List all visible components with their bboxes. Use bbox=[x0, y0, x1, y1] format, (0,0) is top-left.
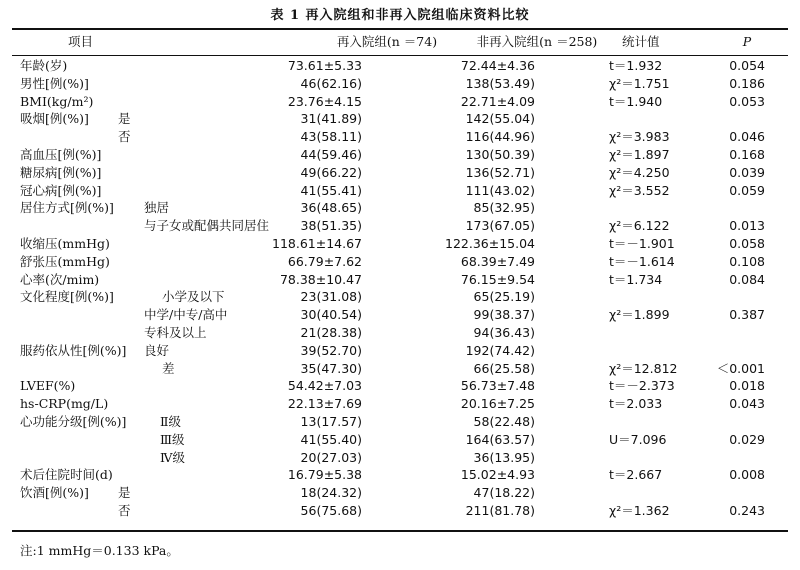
row-p-value: 0.084 bbox=[729, 271, 765, 287]
row-readmit-value: 41(55.40) bbox=[300, 431, 362, 447]
row-statistic: t＝－2.373 bbox=[609, 378, 675, 394]
table-row bbox=[12, 431, 788, 449]
table-row bbox=[12, 75, 788, 93]
row-readmit-value: 66.79±7.62 bbox=[287, 253, 362, 269]
row-readmit-value: 16.79±5.38 bbox=[287, 467, 362, 483]
row-readmit-value: 38(51.35) bbox=[300, 218, 362, 234]
row-subitem: 良好 bbox=[144, 342, 170, 358]
row-statistic: U＝7.096 bbox=[609, 431, 667, 447]
row-statistic: χ²＝3.983 bbox=[609, 129, 670, 145]
table-row bbox=[12, 502, 788, 520]
row-statistic: t＝2.033 bbox=[609, 396, 663, 412]
row-p-value: ＜0.001 bbox=[716, 360, 765, 376]
row-readmit-value: 46(62.16) bbox=[300, 75, 362, 91]
row-item: 文化程度[例(%)] bbox=[20, 289, 114, 305]
row-non-readmit-value: 15.02±4.93 bbox=[460, 467, 535, 483]
row-readmit-value: 23.76±4.15 bbox=[287, 93, 362, 109]
row-statistic: t＝1.940 bbox=[609, 93, 663, 109]
row-subitem: 小学及以下 bbox=[162, 289, 225, 305]
row-non-readmit-value: 36(13.95) bbox=[473, 449, 535, 465]
row-item: 心功能分级[例(%)] bbox=[20, 414, 127, 429]
row-readmit-value: 35(47.30) bbox=[300, 360, 362, 376]
row-subitem: 独居 bbox=[144, 200, 170, 216]
header-rule bbox=[12, 55, 788, 56]
row-non-readmit-value: 122.36±15.04 bbox=[445, 236, 535, 251]
row-readmit-value: 78.38±10.47 bbox=[279, 271, 362, 287]
row-item: 术后住院时间(d) bbox=[20, 467, 113, 483]
row-statistic: χ²＝1.899 bbox=[609, 307, 670, 323]
row-non-readmit-value: 20.16±7.25 bbox=[460, 396, 535, 412]
row-statistic: t＝2.667 bbox=[609, 467, 663, 483]
row-item: 收缩压(mmHg) bbox=[20, 236, 110, 251]
row-readmit-value: 31(41.89) bbox=[300, 111, 362, 127]
row-subitem: 差 bbox=[162, 360, 175, 376]
table-row bbox=[12, 306, 788, 324]
table-row bbox=[12, 110, 788, 128]
row-statistic: χ²＝1.897 bbox=[609, 147, 670, 162]
table-row bbox=[12, 182, 788, 200]
row-readmit-value: 54.42±7.03 bbox=[287, 378, 362, 394]
row-subitem: Ⅱ级 bbox=[160, 414, 181, 429]
row-item: LVEF(%) bbox=[20, 378, 76, 394]
row-p-value: 0.058 bbox=[729, 236, 765, 251]
row-readmit-value: 21(28.38) bbox=[300, 325, 362, 340]
table-row bbox=[12, 466, 788, 484]
row-item: 居住方式[例(%)] bbox=[20, 200, 114, 216]
row-p-value: 0.018 bbox=[729, 378, 765, 394]
row-item: 舒张压(mmHg) bbox=[20, 253, 110, 269]
row-p-value: 0.243 bbox=[729, 503, 765, 518]
row-subitem: 否 bbox=[118, 503, 131, 518]
row-p-value: 0.053 bbox=[729, 93, 765, 109]
table-row bbox=[12, 449, 788, 467]
row-non-readmit-value: 130(50.39) bbox=[465, 147, 535, 162]
row-non-readmit-value: 164(63.57) bbox=[465, 431, 535, 447]
row-statistic: χ²＝1.751 bbox=[609, 75, 670, 91]
row-non-readmit-value: 94(36.43) bbox=[473, 325, 535, 340]
row-p-value: 0.013 bbox=[729, 218, 765, 234]
row-readmit-value: 41(55.41) bbox=[300, 182, 362, 198]
table-row bbox=[12, 324, 788, 342]
row-non-readmit-value: 192(74.42) bbox=[465, 342, 535, 358]
row-statistic: χ²＝6.122 bbox=[609, 218, 670, 234]
row-subitem: 中学/中专/高中 bbox=[144, 307, 228, 323]
row-p-value: 0.186 bbox=[729, 75, 765, 91]
row-non-readmit-value: 66(25.58) bbox=[473, 360, 535, 376]
row-readmit-value: 30(40.54) bbox=[300, 307, 362, 323]
row-p-value: 0.108 bbox=[729, 253, 765, 269]
table-row bbox=[12, 199, 788, 217]
row-item: 糖尿病[例(%)] bbox=[20, 164, 102, 180]
row-subitem: Ⅳ级 bbox=[160, 449, 185, 465]
row-non-readmit-value: 116(44.96) bbox=[465, 129, 535, 145]
table-row bbox=[12, 413, 788, 431]
row-subitem: 否 bbox=[118, 129, 131, 145]
row-non-readmit-value: 47(18.22) bbox=[473, 485, 535, 501]
row-non-readmit-value: 99(38.37) bbox=[473, 307, 535, 323]
table-row bbox=[12, 253, 788, 271]
header-p: P bbox=[742, 34, 752, 49]
table-row bbox=[12, 342, 788, 360]
row-readmit-value: 22.13±7.69 bbox=[287, 396, 362, 412]
table-row bbox=[12, 395, 788, 413]
row-readmit-value: 39(52.70) bbox=[300, 342, 362, 358]
table-header bbox=[12, 33, 788, 51]
table-row bbox=[12, 146, 788, 164]
row-non-readmit-value: 173(67.05) bbox=[465, 218, 535, 234]
header-item: 项目 bbox=[68, 34, 94, 49]
row-readmit-value: 18(24.32) bbox=[300, 485, 362, 501]
row-subitem: 是 bbox=[118, 111, 131, 127]
row-non-readmit-value: 72.44±4.36 bbox=[460, 58, 535, 73]
table-row bbox=[12, 288, 788, 306]
row-item: 吸烟[例(%)] bbox=[20, 111, 89, 127]
row-subitem: 与子女或配偶共同居住 bbox=[144, 218, 270, 234]
row-statistic: t＝1.734 bbox=[609, 271, 663, 287]
row-p-value: 0.387 bbox=[729, 307, 765, 323]
bottom-rule bbox=[12, 530, 788, 532]
row-readmit-value: 44(59.46) bbox=[300, 147, 362, 162]
row-non-readmit-value: 22.71±4.09 bbox=[460, 93, 535, 109]
row-non-readmit-value: 211(81.78) bbox=[465, 503, 535, 518]
header-stat: 统计值 bbox=[622, 34, 660, 49]
row-non-readmit-value: 58(22.48) bbox=[473, 414, 535, 429]
table-row bbox=[12, 217, 788, 235]
row-item: 冠心病[例(%)] bbox=[20, 182, 102, 198]
table-row bbox=[12, 484, 788, 502]
row-p-value: 0.008 bbox=[729, 467, 765, 483]
row-readmit-value: 43(58.11) bbox=[300, 129, 362, 145]
row-item: 高血压[例(%)] bbox=[20, 147, 102, 162]
table-row bbox=[12, 235, 788, 253]
row-statistic: χ²＝12.812 bbox=[609, 360, 678, 376]
row-p-value: 0.054 bbox=[729, 58, 765, 73]
row-non-readmit-value: 142(55.04) bbox=[465, 111, 535, 127]
row-readmit-value: 36(48.65) bbox=[300, 200, 362, 216]
header-readmit: 再入院组(n ＝74) bbox=[336, 34, 438, 49]
row-p-value: 0.168 bbox=[729, 147, 765, 162]
row-item: BMI(kg/m²) bbox=[20, 93, 94, 109]
row-p-value: 0.046 bbox=[729, 129, 765, 145]
table-title: 表 1 再入院组和非再入院组临床资料比较 bbox=[270, 8, 530, 23]
row-statistic: χ²＝3.552 bbox=[609, 182, 670, 198]
row-statistic: t＝－1.614 bbox=[609, 253, 675, 269]
row-non-readmit-value: 68.39±7.49 bbox=[460, 253, 535, 269]
row-non-readmit-value: 138(53.49) bbox=[465, 75, 535, 91]
row-readmit-value: 118.61±14.67 bbox=[272, 236, 362, 251]
table-row bbox=[12, 360, 788, 378]
table-row bbox=[12, 93, 788, 111]
row-item: hs-CRP(mg/L) bbox=[20, 396, 109, 412]
table-row bbox=[12, 271, 788, 289]
row-p-value: 0.029 bbox=[729, 431, 765, 447]
row-subitem: 专科及以上 bbox=[144, 325, 207, 340]
row-readmit-value: 56(75.68) bbox=[300, 503, 362, 518]
row-non-readmit-value: 85(32.95) bbox=[473, 200, 535, 216]
table-row bbox=[12, 128, 788, 146]
row-subitem: Ⅲ级 bbox=[160, 431, 185, 447]
row-item: 心率(次/mim) bbox=[20, 271, 100, 287]
row-item: 年龄(岁) bbox=[20, 58, 68, 73]
row-non-readmit-value: 76.15±9.54 bbox=[460, 271, 535, 287]
row-p-value: 0.039 bbox=[729, 164, 765, 180]
row-p-value: 0.043 bbox=[729, 396, 765, 412]
row-statistic: t＝1.932 bbox=[609, 58, 663, 73]
row-readmit-value: 13(17.57) bbox=[300, 414, 362, 429]
row-readmit-value: 49(66.22) bbox=[300, 164, 362, 180]
table-note: 注:1 mmHg＝0.133 kPa。 bbox=[20, 543, 179, 558]
row-statistic: χ²＝1.362 bbox=[609, 503, 670, 518]
row-non-readmit-value: 65(25.19) bbox=[473, 289, 535, 305]
row-subitem: 是 bbox=[118, 485, 131, 501]
row-readmit-value: 20(27.03) bbox=[300, 449, 362, 465]
row-statistic: t＝－1.901 bbox=[609, 236, 675, 251]
table-row bbox=[12, 377, 788, 395]
row-non-readmit-value: 136(52.71) bbox=[465, 164, 535, 180]
header-non-readmit: 非再入院组(n ＝258) bbox=[476, 34, 598, 49]
row-readmit-value: 23(31.08) bbox=[300, 289, 362, 305]
row-non-readmit-value: 111(43.02) bbox=[465, 182, 535, 198]
row-item: 服药依从性[例(%)] bbox=[20, 342, 127, 358]
table-row bbox=[12, 164, 788, 182]
row-item: 饮酒[例(%)] bbox=[20, 485, 89, 501]
table-row bbox=[12, 57, 788, 75]
top-rule bbox=[12, 28, 788, 30]
row-item: 男性[例(%)] bbox=[20, 75, 89, 91]
row-readmit-value: 73.61±5.33 bbox=[287, 58, 362, 73]
row-non-readmit-value: 56.73±7.48 bbox=[460, 378, 535, 394]
row-p-value: 0.059 bbox=[729, 182, 765, 198]
row-statistic: χ²＝4.250 bbox=[609, 164, 670, 180]
